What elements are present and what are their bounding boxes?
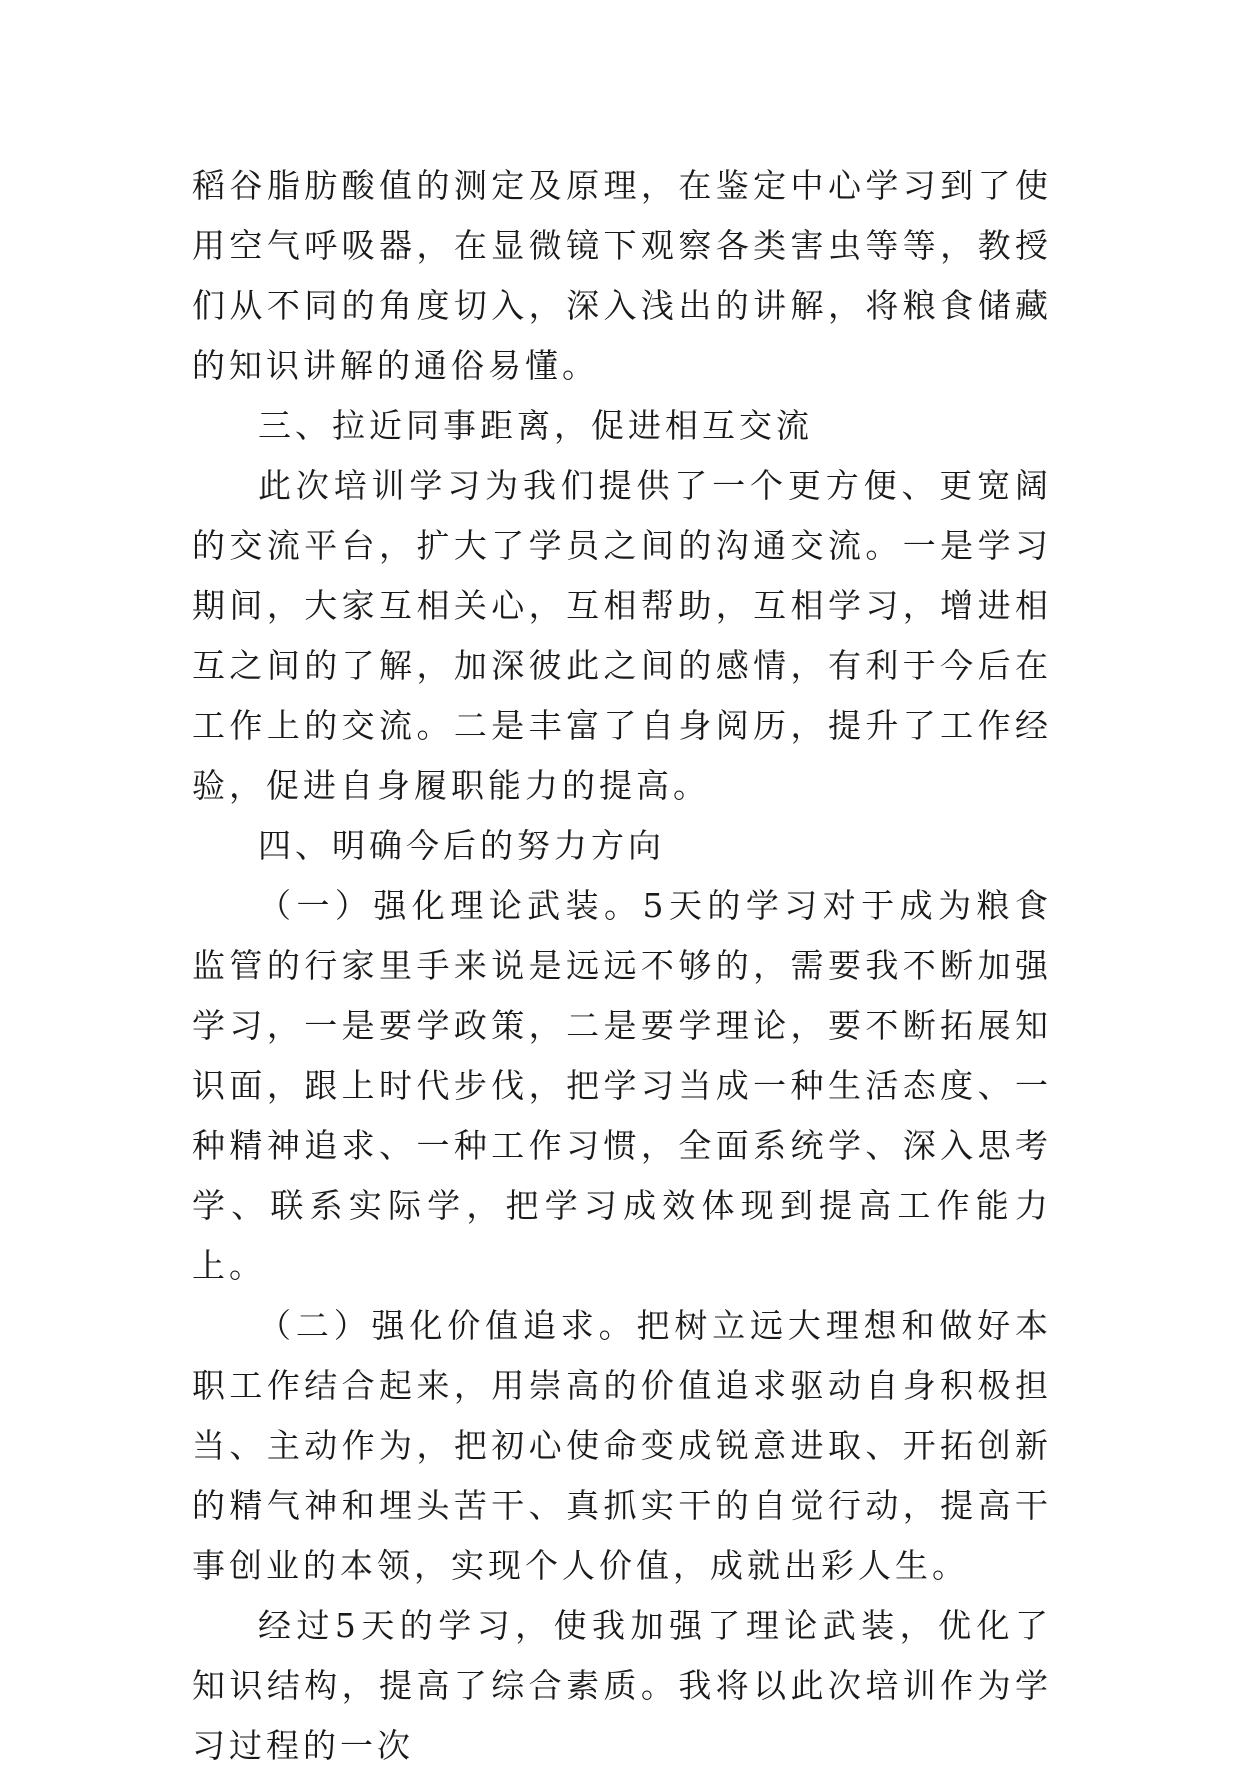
document-body: [192, 156, 1052, 1776]
paragraph-continuation: 稻谷脂肪酸值的测定及原理，在鉴定中心学习到了使用空气呼吸器，在显微镜下观察各类害虫等等，教授们从不同的角度切入，深入浅出的讲解，将粮食储藏的知识讲解的通俗易懂。: [192, 166, 1052, 385]
subsection-1: （一）强化理论武装。5天的学习对于成为粮食监管的行家里手来说是远远不够的，需要我不断加强学习，一是要学政策，二是要学理论，要不断拓展知识面，跟上时代步伐，把学习当成一种生活态度、一种精神追求、一种工作习惯，全面系统学、深入思考学、联系实际学，把学习成效体现到提高工作能力上。: [192, 886, 1052, 1285]
paragraph-closing: 经过5天的学习，使我加强了理论武装，优化了知识结构，提高了综合素质。我将以此次培训作为学习过程的一次: [192, 1606, 1052, 1765]
section-heading-4: 四、明确今后的努力方向: [258, 826, 665, 865]
paragraph: 此次培训学习为我们提供了一个更方便、更宽阔的交流平台，扩大了学员之间的沟通交流。一是学习期间，大家互相关心，互相帮助，互相学习，增进相互之间的了解，加深彼此之间的感情，有利于今后在工作上的交流。二是丰富了自身阅历，提升了工作经验，促进自身履职能力的提高。: [192, 466, 1052, 805]
subsection-2: （二）强化价值追求。把树立远大理想和做好本职工作结合起来，用崇高的价值追求驱动自身积极担当、主动作为，把初心使命变成锐意进取、开拓创新的精气神和埋头苦干、真抓实干的自觉行动，提高干事创业的本领，实现个人价值，成就出彩人生。: [192, 1306, 1052, 1585]
section-heading-3: 三、拉近同事距离，促进相互交流: [258, 406, 813, 445]
